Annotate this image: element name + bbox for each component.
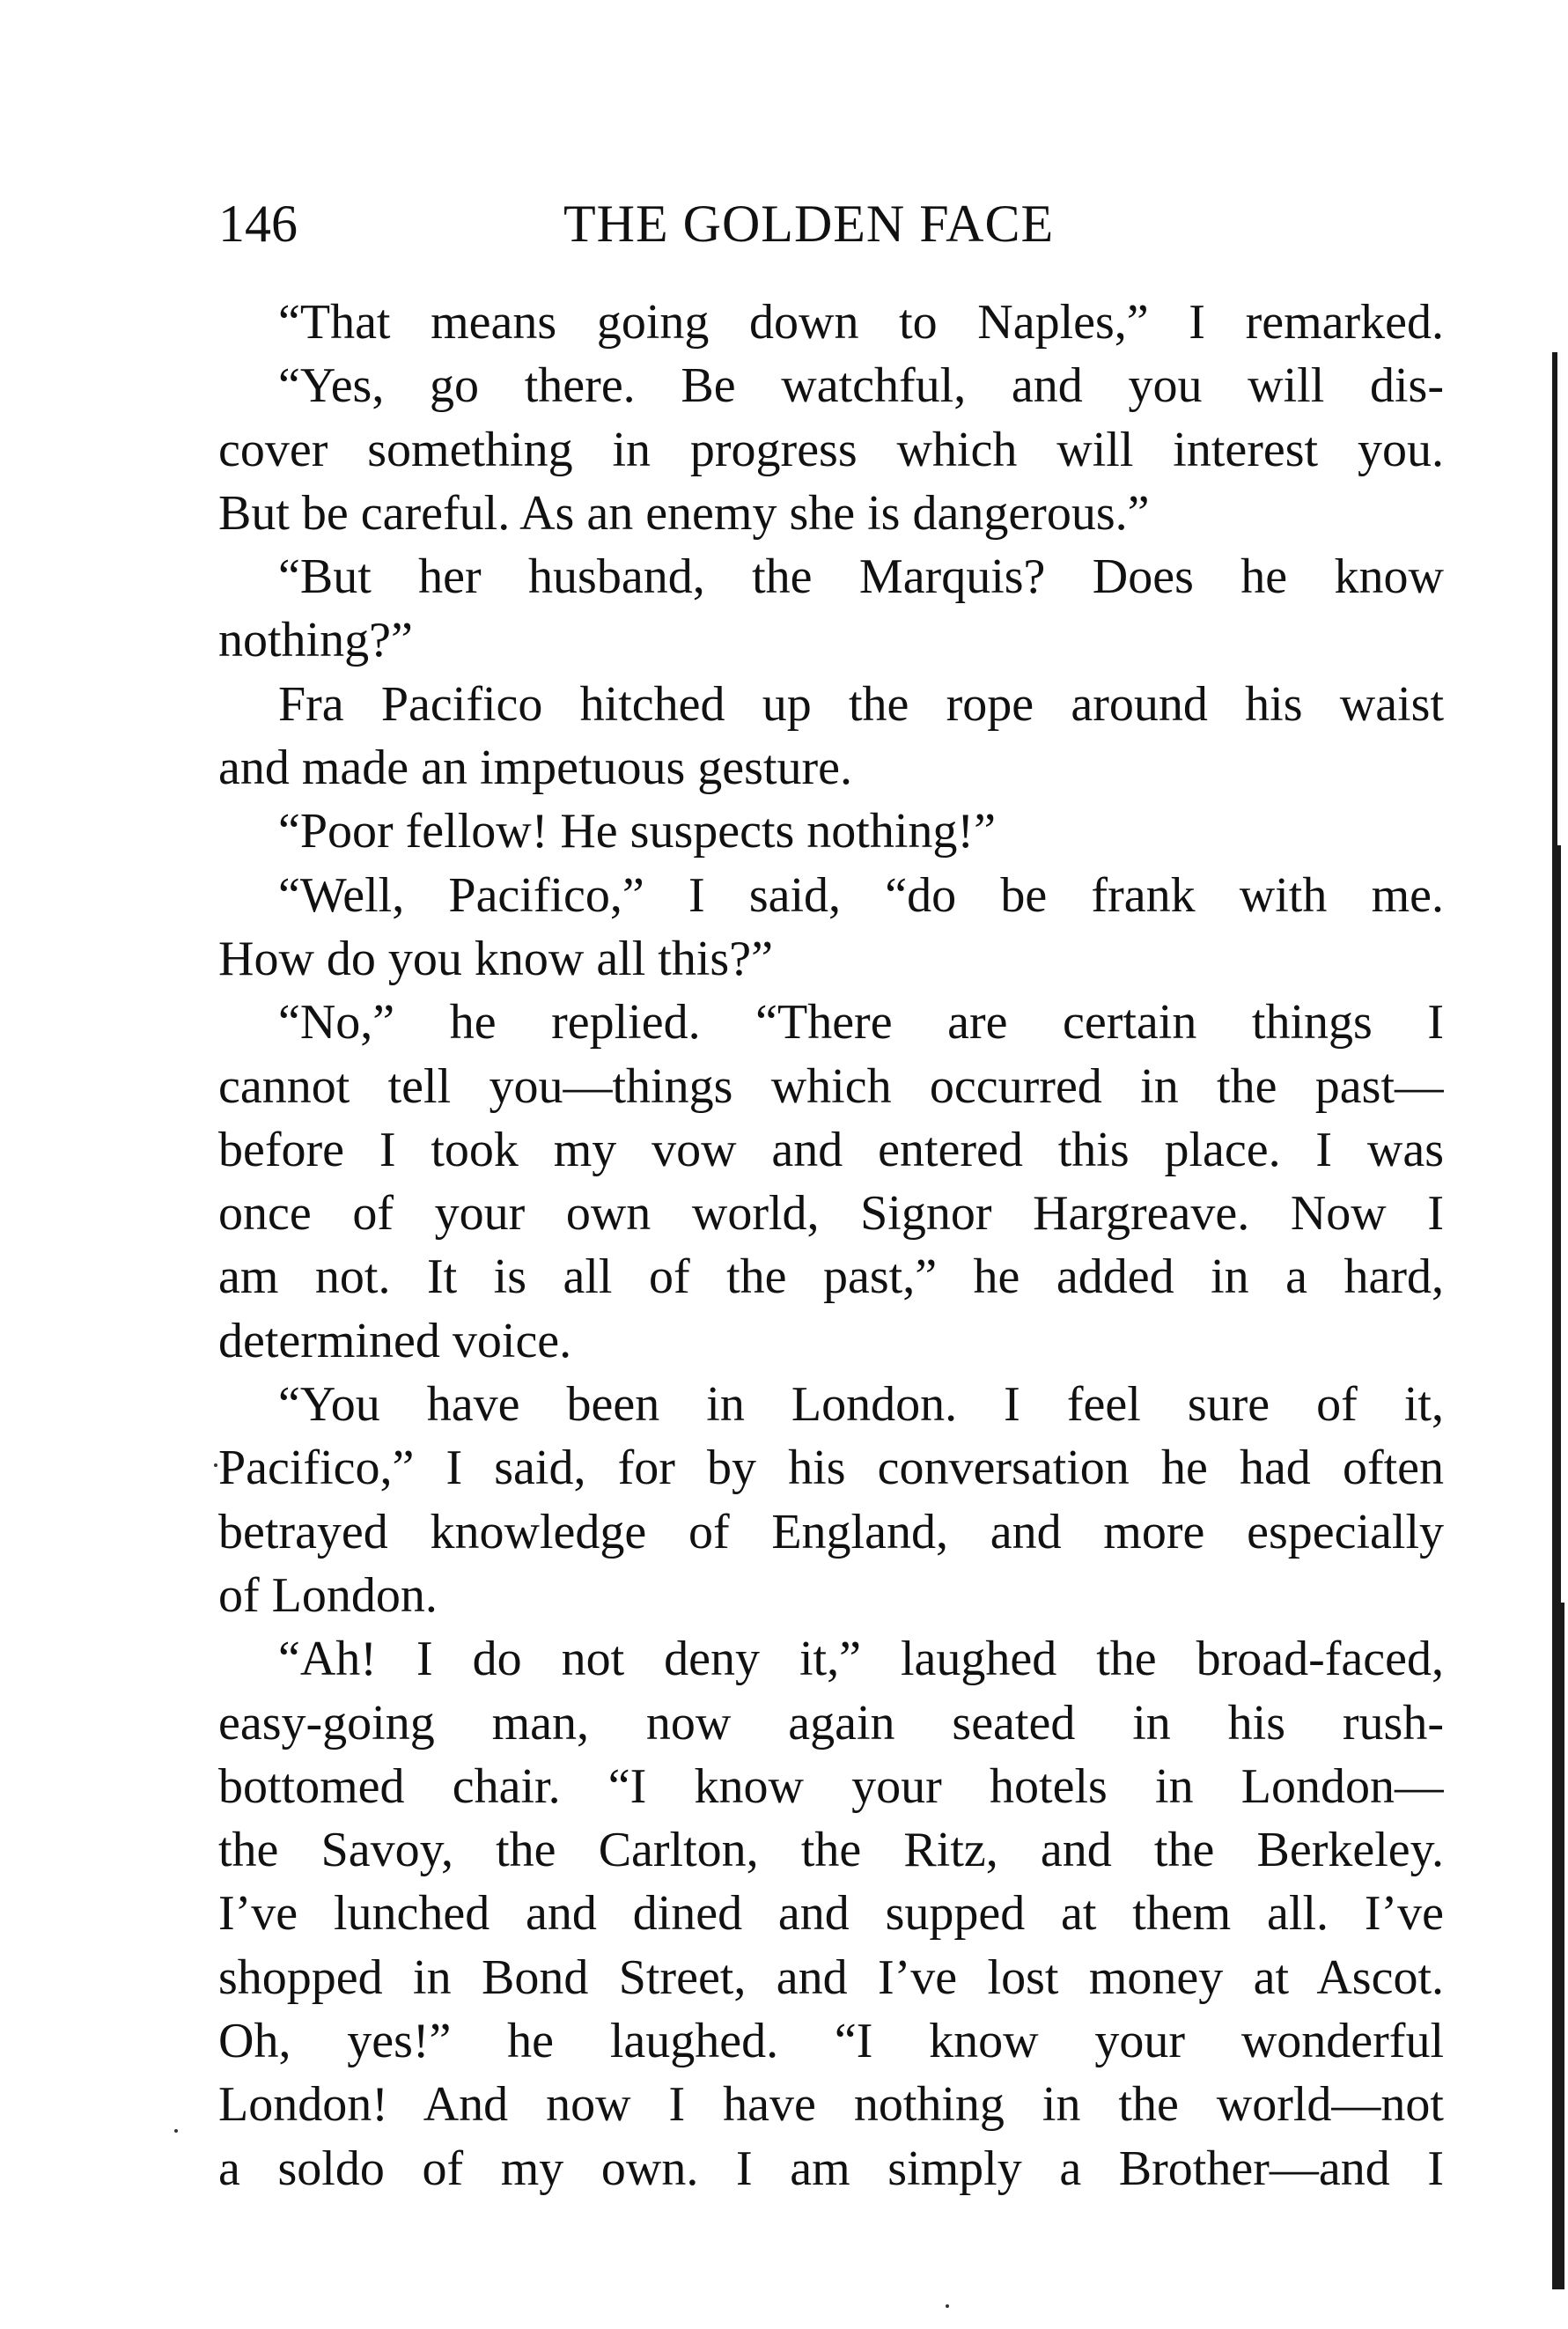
running-head	[218, 188, 1444, 259]
text-line: am not. It is all of the past,” he added in a hard,	[218, 1249, 1444, 1305]
body-text	[218, 291, 1444, 2200]
text-line: “But her husband, the Marquis? Does he know	[278, 549, 1444, 605]
text-line: Fra Pacifico hitched up the rope around his waist	[278, 676, 1444, 732]
scan-speck	[946, 2304, 949, 2308]
text-line: “You have been in London. I feel sure of it,	[278, 1377, 1444, 1433]
text-line: cover something in progress which will interest you.	[218, 422, 1444, 477]
text-line: betrayed knowledge of England, and more especially	[218, 1504, 1444, 1559]
text-line: the Savoy, the Carlton, the Ritz, and the Berkeley.	[218, 1823, 1444, 1878]
scan-speck	[174, 2129, 178, 2133]
running-title: THE GOLDEN FACE	[563, 195, 1055, 253]
text-line: a soldo of my own. I am simply a Brother—and I	[218, 2141, 1444, 2196]
text-line: Pacifico,” I said, for by his conversation he had often	[218, 1441, 1444, 1496]
text-line: “Poor fellow! He suspects nothing!”	[278, 804, 996, 859]
text-line: before I took my vow and entered this place. I was	[218, 1122, 1444, 1177]
text-line: “Well, Pacifico,” I said, “do be frank with me.	[278, 867, 1444, 923]
text-line: “No,” he replied. “There are certain things I	[278, 995, 1444, 1050]
text-line: But be careful. As an enemy she is dangerous.”	[218, 485, 1150, 541]
text-line: of London.	[218, 1567, 438, 1623]
text-line: easy-going man, now again seated in his rush-	[218, 1695, 1444, 1750]
text-line: Oh, yes!” he laughed. “I know your wonderful	[218, 2014, 1444, 2069]
text-line: nothing?”	[218, 613, 413, 668]
text-line: London! And now I have nothing in the world—not	[218, 2077, 1444, 2133]
scan-speck	[214, 1463, 217, 1467]
text-line: once of your own world, Signor Hargreave. Now I	[218, 1186, 1444, 1242]
page-number: 146	[218, 195, 298, 253]
page-edge-shadow	[1552, 352, 1557, 845]
text-line: I’ve lunched and dined and supped at them all. I’ve	[218, 1886, 1444, 1942]
text-line: “Ah! I do not deny it,” laughed the broad-faced,	[278, 1632, 1444, 1687]
page-edge-shadow	[1552, 845, 1561, 1603]
text-line: bottomed chair. “I know your hotels in London—	[218, 1758, 1444, 1814]
text-line: shopped in Bond Street, and I’ve lost money at Ascot.	[218, 1949, 1444, 2005]
page-edge-shadow	[1552, 1603, 1564, 2289]
text-line: “That means going down to Naples,” I remarked.	[278, 295, 1444, 350]
text-line: “Yes, go there. Be watchful, and you will dis-	[278, 358, 1444, 414]
text-line: and made an impetuous gesture.	[218, 741, 853, 796]
text-line: cannot tell you—things which occurred in the past—	[218, 1058, 1444, 1114]
text-line: How do you know all this?”	[218, 931, 773, 986]
text-line: determined voice.	[218, 1313, 572, 1368]
